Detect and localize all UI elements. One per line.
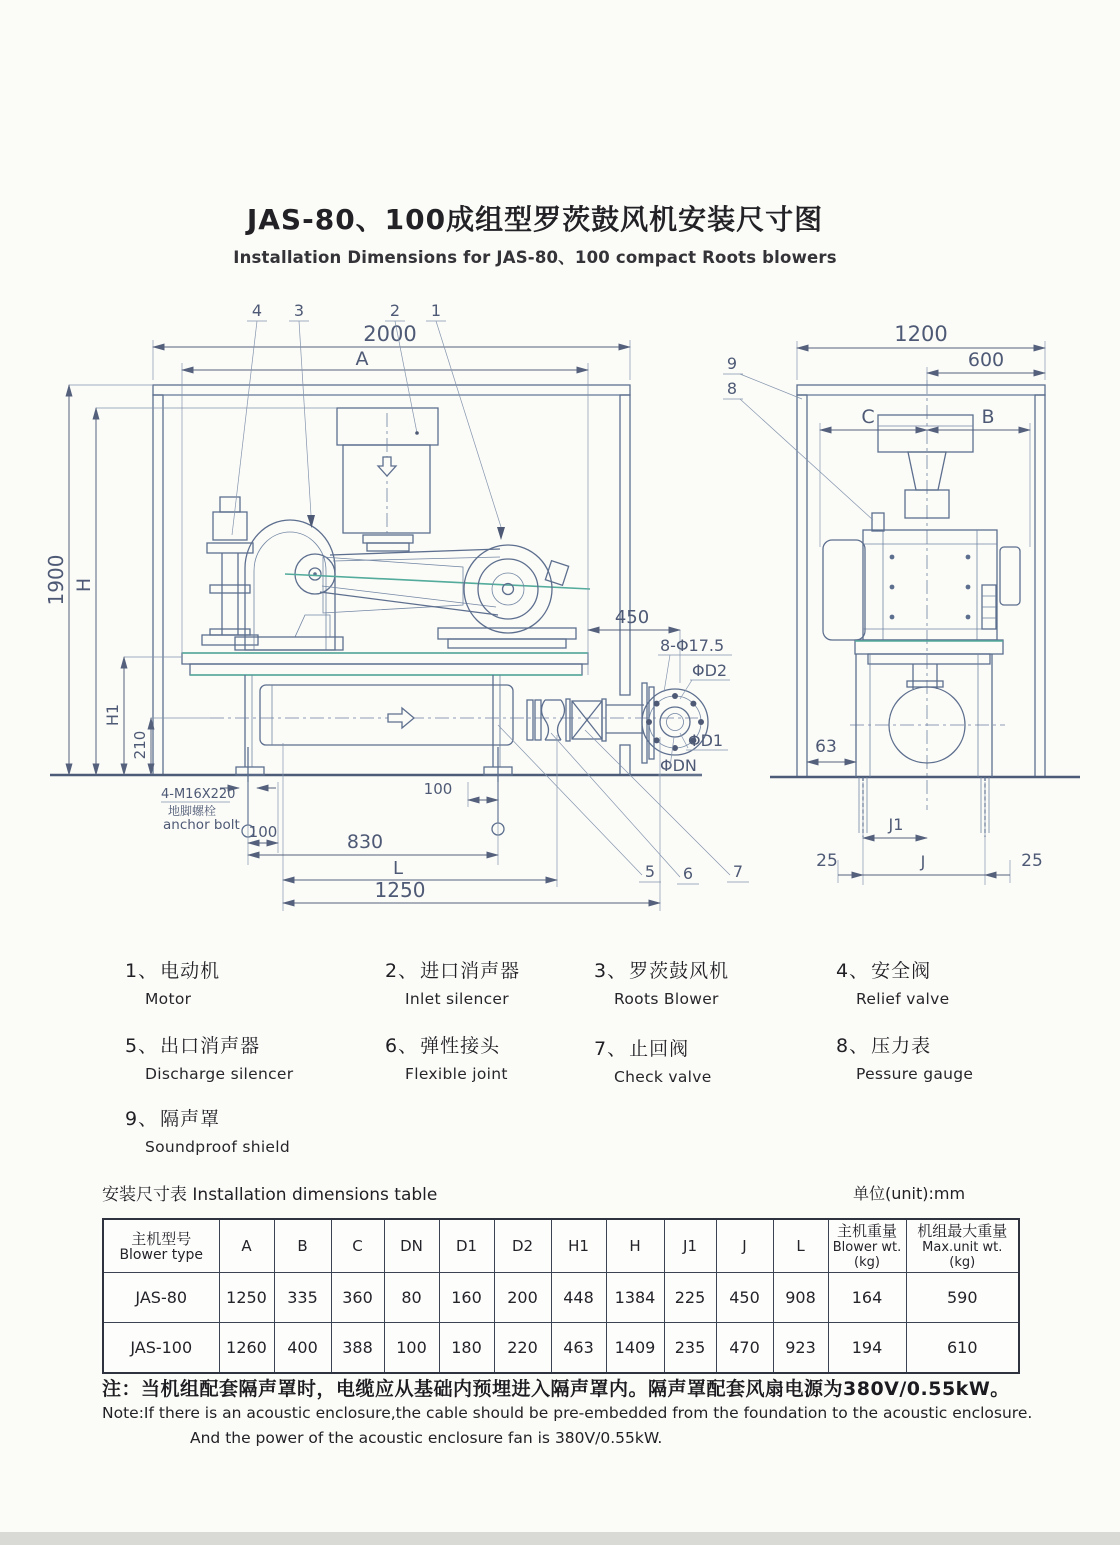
header-blower-type-zh: 主机型号: [131, 1229, 192, 1248]
table-header-row: [103, 1219, 1019, 1273]
cell: 180: [439, 1323, 494, 1374]
header-blower-wt: [828, 1219, 906, 1273]
legend-en: Check valve: [614, 1068, 712, 1086]
cell: 450: [716, 1273, 773, 1323]
callout-2: 2: [389, 301, 401, 320]
header-col: D1: [439, 1219, 494, 1273]
cell-max: 590: [906, 1273, 1019, 1323]
cell: 923: [773, 1323, 828, 1374]
legend-en: Motor: [145, 990, 192, 1008]
legend-zh: 出口消声器: [160, 1035, 261, 1057]
legend-zh: 弹性接头: [420, 1035, 501, 1057]
legend-en: Pessure gauge: [856, 1065, 974, 1083]
cell: 335: [274, 1273, 331, 1323]
cell: 470: [716, 1323, 773, 1374]
header-max-zh: 机组最大重量: [917, 1222, 1008, 1240]
dim-b: B: [981, 406, 995, 428]
legend-num: 9、: [125, 1108, 159, 1130]
cell-max: 610: [906, 1323, 1019, 1374]
legend-num: 2、: [385, 960, 419, 982]
dim-63: 63: [815, 737, 837, 757]
header-wt-en: Blower wt.: [832, 1240, 902, 1255]
legend-zh: 进口消声器: [420, 960, 521, 982]
dim-25-right: 25: [1021, 851, 1043, 871]
dim-bolt-circle: 8-Φ17.5: [660, 636, 725, 655]
dim-450: 450: [614, 607, 650, 628]
legend-num: 1、: [125, 960, 159, 982]
dim-d1: ΦD1: [688, 731, 724, 750]
enclosure-top-wall: [153, 385, 630, 395]
legend-zh: 压力表: [871, 1035, 932, 1057]
legend-en: Discharge silencer: [145, 1065, 294, 1083]
cell-model: JAS-80: [103, 1273, 219, 1323]
cell: 1260: [219, 1323, 274, 1374]
header-col: L: [773, 1219, 828, 1273]
dim-100-left: 100: [248, 823, 278, 841]
flow-right-arrow: [388, 708, 414, 728]
note-en-2: And the power of the acoustic enclosure fan is 380V/0.55kW.: [190, 1429, 663, 1447]
callout-4: 4: [251, 301, 263, 320]
cell-wt: 164: [828, 1273, 906, 1323]
header-wt-zh: 主机重量: [836, 1222, 897, 1240]
cell: 100: [384, 1323, 439, 1374]
dim-25-left: 25: [816, 851, 838, 871]
technical-drawing: [30, 285, 1090, 940]
flexible-joint: [542, 700, 565, 740]
inlet-silencer: [337, 408, 438, 551]
legend-item-5: [125, 1031, 293, 1083]
enclosure-right-wall-lower: [620, 745, 630, 775]
callout-7: 7: [732, 862, 744, 881]
header-col: H1: [551, 1219, 606, 1273]
dim-c: C: [861, 406, 875, 428]
header-col: H: [606, 1219, 664, 1273]
legend-num: 7、: [594, 1038, 628, 1060]
header-col: J1: [664, 1219, 716, 1273]
page-title-block: [0, 198, 1070, 268]
cell: 360: [331, 1273, 384, 1323]
header-max-wt: [906, 1219, 1019, 1273]
legend-en: Soundproof shield: [145, 1138, 291, 1156]
legend-num: 3、: [594, 960, 628, 982]
dim-h: H: [73, 577, 95, 593]
table-unit: 单位(unit):mm: [853, 1184, 966, 1203]
callout-9: 9: [726, 354, 738, 373]
cell: 1409: [606, 1323, 664, 1374]
legend-item-1: [125, 956, 220, 1008]
legend-item-8: [836, 1031, 973, 1083]
cell: 463: [551, 1323, 606, 1374]
cell: 1250: [219, 1273, 274, 1323]
side-machine: [823, 415, 1020, 777]
note-en-1: Note:If there is an acoustic enclosure,the cable should be pre-embedded from the foundation to the acoustic enclosure.: [102, 1404, 1033, 1422]
legend-en: Relief valve: [856, 990, 950, 1008]
legend-zh: 安全阀: [871, 960, 932, 982]
header-wt-unit: (kg): [854, 1255, 880, 1270]
discharge-silencer: [260, 685, 513, 745]
cell: 235: [664, 1323, 716, 1374]
dimension-lines-right: [797, 341, 1045, 885]
dim-dn: ΦDN: [660, 756, 697, 775]
legend-item-9: [125, 1104, 290, 1156]
cell: 160: [439, 1273, 494, 1323]
anchor-bolt-spec: 4-M16X220: [161, 787, 236, 802]
cell: 448: [551, 1273, 606, 1323]
header-col: A: [219, 1219, 274, 1273]
callouts-side: [723, 354, 873, 520]
note-zh: 注：当机组配套隔声罩时，电缆应从基础内预埋进入隔声罩内。隔声罩配套风扇电源为380V/0.55kW。: [102, 1378, 1010, 1400]
cell: 80: [384, 1273, 439, 1323]
header-max-en: Max.unit wt.: [922, 1240, 1003, 1255]
dim-1900: 1900: [44, 554, 68, 606]
dim-1250: 1250: [374, 878, 426, 902]
dim-1200: 1200: [894, 322, 948, 346]
dim-100-right: 100: [423, 780, 453, 798]
page-title: JAS-80、100成组型罗茨鼓风机安装尺寸图: [246, 203, 824, 236]
cell: 388: [331, 1323, 384, 1374]
callout-1: 1: [430, 301, 442, 320]
legend-zh: 止回阀: [629, 1038, 690, 1060]
cell: 200: [494, 1273, 551, 1323]
installation-dimensions-table: [102, 1218, 1020, 1374]
cell: 220: [494, 1323, 551, 1374]
legend-en: Inlet silencer: [405, 990, 509, 1008]
callout-3: 3: [293, 301, 305, 320]
table-row: [103, 1273, 1019, 1323]
cell: 908: [773, 1273, 828, 1323]
dim-d2: ΦD2: [692, 661, 728, 680]
header-col: B: [274, 1219, 331, 1273]
callouts-front: [232, 301, 749, 884]
cell: 225: [664, 1273, 716, 1323]
header-col: DN: [384, 1219, 439, 1273]
header-col: J: [716, 1219, 773, 1273]
legend-item-3: [594, 956, 729, 1008]
dim-830: 830: [346, 831, 384, 853]
legend-zh: 电动机: [160, 960, 221, 982]
header-blower-type: [103, 1219, 219, 1273]
front-view: [44, 301, 749, 911]
header-col: C: [331, 1219, 384, 1273]
legend-zh: 隔声罩: [160, 1108, 221, 1130]
scan-edge-shadow: [0, 1532, 1120, 1545]
legend-num: 8、: [836, 1035, 870, 1057]
header-col: D2: [494, 1219, 551, 1273]
table-caption-en: Installation dimensions table: [192, 1185, 438, 1205]
page-subtitle: Installation Dimensions for JAS-80、100 compact Roots blowers: [233, 248, 837, 267]
anchor-bolt-en: anchor bolt: [163, 817, 240, 833]
enclosure-right-wall-upper: [620, 395, 630, 695]
legend-item-7: [594, 1034, 712, 1086]
relief-valve: [202, 497, 258, 645]
legend-item-4: [836, 956, 949, 1008]
belt-drive-and-motor: [320, 545, 576, 648]
dim-600: 600: [967, 349, 1005, 371]
legend-num: 6、: [385, 1035, 419, 1057]
dim-j1: J1: [888, 815, 904, 834]
dim-j: J: [920, 852, 926, 871]
legend-en: Roots Blower: [614, 990, 719, 1008]
callout-8: 8: [726, 379, 738, 398]
legend-zh: 罗茨鼓风机: [629, 960, 730, 982]
dim-a: A: [355, 348, 369, 370]
legend-en: Flexible joint: [405, 1065, 508, 1083]
dim-l: L: [392, 858, 404, 879]
dim-210: 210: [131, 730, 149, 760]
dim-2000: 2000: [363, 322, 417, 346]
enclosure2-right-wall: [1035, 395, 1045, 777]
legend-num: 4、: [836, 960, 870, 982]
side-view: [723, 322, 1080, 885]
enclosure2-top-wall: [797, 385, 1045, 395]
discharge-line: [210, 683, 708, 763]
anchor-bolt-note: [161, 787, 240, 833]
anchor-bolt-zh: 地脚螺栓: [168, 804, 217, 818]
header-max-unit: (kg): [949, 1255, 976, 1270]
legend-item-6: [385, 1031, 508, 1083]
table-caption-zh: 安装尺寸表: [102, 1185, 187, 1205]
table-caption: [102, 1180, 437, 1205]
callout-6: 6: [682, 864, 694, 883]
flow-down-arrow: [378, 457, 396, 476]
extension-lines-left: [69, 340, 680, 911]
callout-5: 5: [644, 862, 656, 881]
cell-model: JAS-100: [103, 1323, 219, 1374]
dim-h1: H1: [103, 703, 122, 727]
cell: 1384: [606, 1273, 664, 1323]
legend-item-2: [385, 956, 520, 1008]
cell: 400: [274, 1323, 331, 1374]
pressure-gauge: [872, 513, 884, 531]
header-blower-type-en: Blower type: [119, 1246, 204, 1263]
cooling-fan: [1000, 547, 1020, 605]
legend-num: 5、: [125, 1035, 159, 1057]
table-row: [103, 1323, 1019, 1374]
anchor-bolts-side: [859, 777, 989, 837]
cell-wt: 194: [828, 1323, 906, 1374]
